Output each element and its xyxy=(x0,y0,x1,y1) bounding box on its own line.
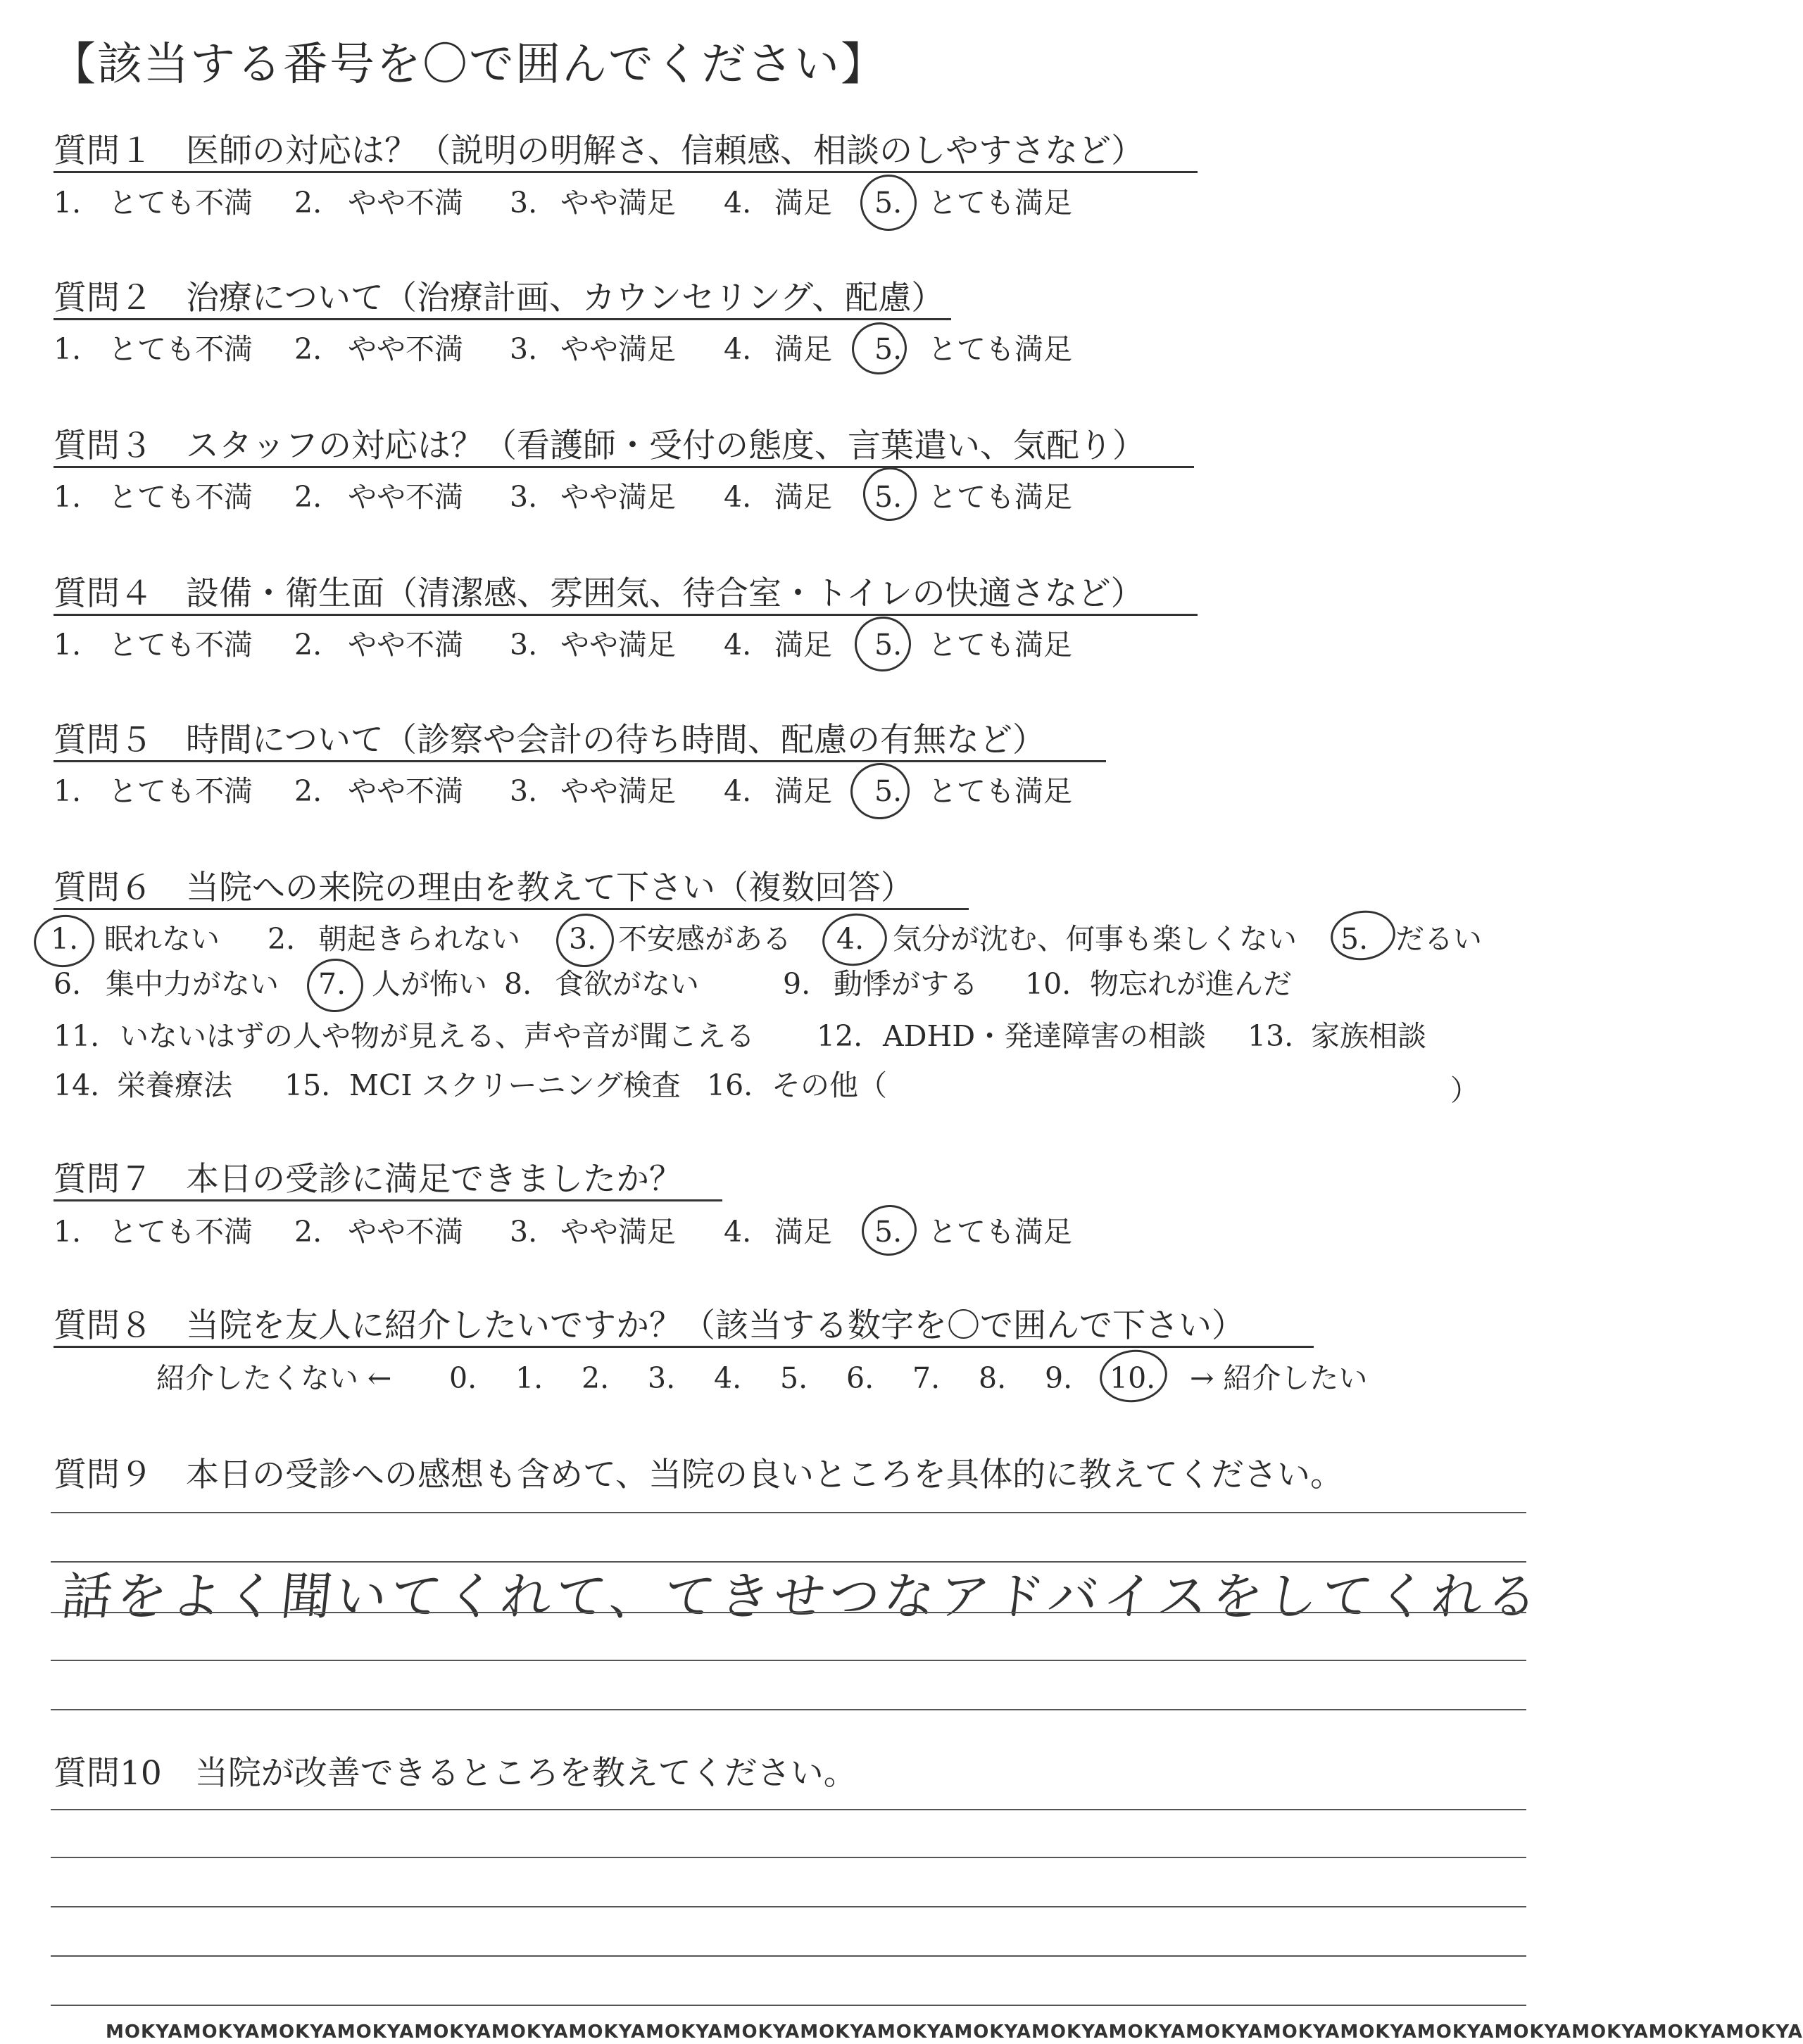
q1-option-4-num[interactable]: 4. xyxy=(724,186,752,220)
q7-option-1-num[interactable]: 1. xyxy=(54,1215,82,1249)
q5-option-4-label: 満足 xyxy=(774,774,832,808)
q7-option-2-label: やや不満 xyxy=(348,1215,463,1249)
q6-reason-3-label: 不安感がある xyxy=(618,922,791,956)
q8-number-10[interactable]: 10. xyxy=(1110,1361,1156,1395)
q6-reason-11-label: いないはずの人や物が見える、声や音が聞こえる xyxy=(120,1019,755,1053)
q5-answer-circle xyxy=(847,759,913,824)
question-8-title: 質問８ 当院を友人に紹介したいですか？（該当する数字を〇で囲んで下さい） xyxy=(54,1306,1245,1345)
q6-reason-9-label: 動悸がする xyxy=(834,967,978,1001)
q4-option-4-label: 満足 xyxy=(774,628,832,662)
q3-answer-circle xyxy=(860,464,920,524)
q6-reason-5-label: だるい xyxy=(1395,922,1482,956)
question-10-title: 質問10 当院が改善できるところを教えてください。 xyxy=(54,1754,857,1793)
q7-option-5-num[interactable]: 5. xyxy=(874,1215,903,1249)
q3-option-3-label: やや満足 xyxy=(560,480,676,514)
q2-answer-circle xyxy=(848,319,910,378)
question-7-underline xyxy=(54,1199,722,1201)
q9-answer-line-4 xyxy=(51,1660,1526,1661)
question-2-title: 質問２ 治療について（治療計画、カウンセリング、配慮） xyxy=(54,279,945,317)
q3-option-5-num[interactable]: 5. xyxy=(874,480,903,514)
q1-option-3-label: やや満足 xyxy=(560,186,676,220)
q2-option-1-label: とても不満 xyxy=(108,332,253,366)
q6-reason-10-label: 物忘れが進んだ xyxy=(1090,967,1292,1001)
q6-reason-1-num[interactable]: 1. xyxy=(51,922,79,956)
q6-reason-15-num[interactable]: 15. xyxy=(284,1068,331,1102)
question-2-underline xyxy=(54,318,951,320)
q4-answer-circle xyxy=(851,613,915,675)
q4-option-3-num[interactable]: 3. xyxy=(510,628,538,662)
q6-reason-2-num[interactable]: 2. xyxy=(268,922,296,956)
q6-reason-16-num[interactable]: 16. xyxy=(707,1068,753,1102)
q7-option-1-label: とても不満 xyxy=(108,1215,253,1249)
q8-number-8[interactable]: 8. xyxy=(979,1361,1007,1395)
question-5-title: 質問５ 時間について（診察や会計の待ち時間、配慮の有無など） xyxy=(54,721,1046,759)
q4-option-5-label: とても満足 xyxy=(928,628,1072,662)
q5-option-1-label: とても不満 xyxy=(108,774,253,808)
question-4-title: 質問４ 設備・衛生面（清潔感、雰囲気、待合室・トイレの快適さなど） xyxy=(54,574,1144,613)
q6-reason-5-num[interactable]: 5. xyxy=(1340,922,1369,956)
q7-option-4-label: 満足 xyxy=(774,1215,832,1249)
q6-other-close-paren: ） xyxy=(1450,1073,1479,1107)
q8-answer-circle xyxy=(1096,1346,1170,1407)
q6-reason-9-num[interactable]: 9. xyxy=(783,967,811,1001)
q6-reason-1-circle xyxy=(30,911,97,971)
q4-option-4-num[interactable]: 4. xyxy=(724,628,752,662)
q6-reason-12-num[interactable]: 12. xyxy=(817,1019,863,1053)
q4-option-2-label: やや不満 xyxy=(348,628,463,662)
q6-reason-8-label: 食欲がない xyxy=(555,967,699,1001)
q8-number-7[interactable]: 7. xyxy=(912,1361,941,1395)
q6-reason-12-label: ADHD・発達障害の相談 xyxy=(883,1019,1207,1053)
q5-option-4-num[interactable]: 4. xyxy=(724,774,752,808)
q7-answer-circle xyxy=(858,1201,919,1259)
q8-right-label: → 紹介したい xyxy=(1190,1361,1368,1395)
q6-reason-13-label: 家族相談 xyxy=(1311,1019,1426,1053)
q6-reason-3-circle xyxy=(553,910,617,971)
q2-option-3-num[interactable]: 3. xyxy=(510,332,538,366)
question-7-title: 質問７ 本日の受診に満足できましたか？ xyxy=(54,1160,682,1199)
q10-answer-line-5 xyxy=(51,2005,1526,2006)
q4-option-1-num[interactable]: 1. xyxy=(54,628,82,662)
q1-option-2-label: やや不満 xyxy=(348,186,463,220)
question-5-underline xyxy=(54,760,1106,762)
question-8-underline xyxy=(54,1346,1314,1348)
q6-reason-10-num[interactable]: 10. xyxy=(1025,967,1072,1001)
q8-number-5[interactable]: 5. xyxy=(780,1361,808,1395)
q3-option-5-label: とても満足 xyxy=(928,480,1072,514)
question-9-title: 質問９ 本日の受診への感想も含めて、当院の良いところを具体的に教えてください。 xyxy=(54,1456,1344,1494)
q5-option-3-label: やや満足 xyxy=(560,774,676,808)
q2-option-5-num[interactable]: 5. xyxy=(874,332,903,366)
q5-option-5-label: とても満足 xyxy=(928,774,1072,808)
q1-option-1-num[interactable]: 1. xyxy=(54,186,82,220)
q6-reason-16-label: その他（ xyxy=(772,1068,887,1102)
q2-option-5-label: とても満足 xyxy=(928,332,1072,366)
q1-answer-circle xyxy=(857,171,920,234)
q6-reason-7-label: 人が怖い xyxy=(372,967,487,1001)
q1-option-2-num[interactable]: 2. xyxy=(294,186,322,220)
q3-option-1-label: とても不満 xyxy=(108,480,253,514)
q1-option-5-num[interactable]: 5. xyxy=(874,186,903,220)
q5-option-5-num[interactable]: 5. xyxy=(874,774,903,808)
q6-reason-1-label: 眠れない xyxy=(104,922,220,956)
q6-reason-6-num[interactable]: 6. xyxy=(54,967,82,1001)
q8-left-label: 紹介したくない ← xyxy=(156,1361,392,1395)
q6-reason-4-circle xyxy=(819,909,890,970)
q10-answer-line-1 xyxy=(51,1809,1526,1810)
q9-answer-line-3 xyxy=(51,1612,1526,1613)
q2-option-3-label: やや満足 xyxy=(560,332,676,366)
q3-option-4-num[interactable]: 4. xyxy=(724,480,752,514)
q6-reason-5-circle xyxy=(1328,907,1399,964)
q4-option-1-label: とても不満 xyxy=(108,628,253,662)
q2-option-2-label: やや不満 xyxy=(348,332,463,366)
q6-reason-4-num[interactable]: 4. xyxy=(836,922,865,956)
q7-option-5-label: とても満足 xyxy=(928,1215,1072,1249)
q9-handwritten-answer: 話をよく聞いてくれて、てきせつなアドバイスをしてくれる xyxy=(58,1567,1545,1626)
q6-reason-7-circle xyxy=(303,955,367,1016)
q7-option-3-num[interactable]: 3. xyxy=(510,1215,538,1249)
q6-reason-2-label: 朝起きられない xyxy=(318,922,520,956)
q3-option-2-num[interactable]: 2. xyxy=(294,480,322,514)
q6-reason-6-label: 集中力がない xyxy=(106,967,279,1001)
q8-number-9[interactable]: 9. xyxy=(1045,1361,1073,1395)
q6-reason-11-num[interactable]: 11. xyxy=(54,1019,100,1053)
q8-number-4[interactable]: 4. xyxy=(714,1361,742,1395)
q5-option-1-num[interactable]: 1. xyxy=(54,774,82,808)
q6-reason-14-num[interactable]: 14. xyxy=(54,1068,100,1102)
q7-option-3-label: やや満足 xyxy=(560,1215,676,1249)
q4-option-2-num[interactable]: 2. xyxy=(294,628,322,662)
q9-answer-line-5 xyxy=(51,1709,1526,1710)
q6-reason-4-label: 気分が沈む、何事も楽しくない xyxy=(893,922,1297,956)
q8-number-3[interactable]: 3. xyxy=(648,1361,676,1395)
q6-reason-3-num[interactable]: 3. xyxy=(569,922,597,956)
question-1-underline xyxy=(54,171,1198,173)
q2-option-4-num[interactable]: 4. xyxy=(724,332,752,366)
q3-option-4-label: 満足 xyxy=(774,480,832,514)
q6-reason-8-num[interactable]: 8. xyxy=(504,967,532,1001)
q8-number-0[interactable]: 0. xyxy=(449,1361,477,1395)
form-heading: 【該当する番号を〇で囲んでください】 xyxy=(51,39,887,91)
question-3-title: 質問３ スタッフの対応は？（看護師・受付の態度、言葉遣い、気配り） xyxy=(54,427,1145,465)
q3-option-2-label: やや不満 xyxy=(348,480,463,514)
q6-reason-15-label: MCI スクリーニング検査 xyxy=(349,1068,681,1102)
q2-option-2-num[interactable]: 2. xyxy=(294,332,322,366)
question-6-title: 質問６ 当院への来院の理由を教えて下さい（複数回答） xyxy=(54,869,914,907)
q3-option-3-num[interactable]: 3. xyxy=(510,480,538,514)
q10-answer-line-2 xyxy=(51,1857,1526,1858)
q2-option-1-num[interactable]: 1. xyxy=(54,332,82,366)
q1-option-5-label: とても満足 xyxy=(928,186,1072,220)
q8-number-2[interactable]: 2. xyxy=(582,1361,610,1395)
q1-option-4-label: 満足 xyxy=(774,186,832,220)
q6-reason-14-label: 栄養療法 xyxy=(117,1068,232,1102)
q7-option-2-num[interactable]: 2. xyxy=(294,1215,322,1249)
q6-reason-13-num[interactable]: 13. xyxy=(1248,1019,1294,1053)
q4-option-3-label: やや満足 xyxy=(560,628,676,662)
q6-reason-7-num[interactable]: 7. xyxy=(318,967,346,1001)
q5-option-2-label: やや不満 xyxy=(348,774,463,808)
q1-option-3-num[interactable]: 3. xyxy=(510,186,538,220)
q3-option-1-num[interactable]: 1. xyxy=(54,480,82,514)
q8-number-6[interactable]: 6. xyxy=(846,1361,874,1395)
q10-answer-line-4 xyxy=(51,1955,1526,1957)
footer-stamp-strip: MOKYAMOKYAMOKYAMOKYAMOKYAMOKYAMOKYAMOKYAMOKYAMOKYAMOKYAMOKYAMOKYAMOKYAMOKYAMOKYAMOKYAMOKYAMOKYAMOKYAMOKYAMOKYA xyxy=(106,2021,1803,2043)
question-3-underline xyxy=(54,466,1194,468)
q10-answer-line-3 xyxy=(51,1906,1526,1907)
q5-option-2-num[interactable]: 2. xyxy=(294,774,322,808)
q4-option-5-num[interactable]: 5. xyxy=(874,628,903,662)
q2-option-4-label: 満足 xyxy=(774,332,832,366)
question-6-underline xyxy=(54,908,969,910)
question-1-title: 質問１ 医師の対応は？（説明の明解さ、信頼感、相談のしやすさなど） xyxy=(54,132,1145,170)
q5-option-3-num[interactable]: 3. xyxy=(510,774,538,808)
q7-option-4-num[interactable]: 4. xyxy=(724,1215,752,1249)
q1-option-1-label: とても不満 xyxy=(108,186,253,220)
q8-number-1[interactable]: 1. xyxy=(515,1361,544,1395)
q9-answer-line-1 xyxy=(51,1512,1526,1513)
question-4-underline xyxy=(54,614,1198,616)
